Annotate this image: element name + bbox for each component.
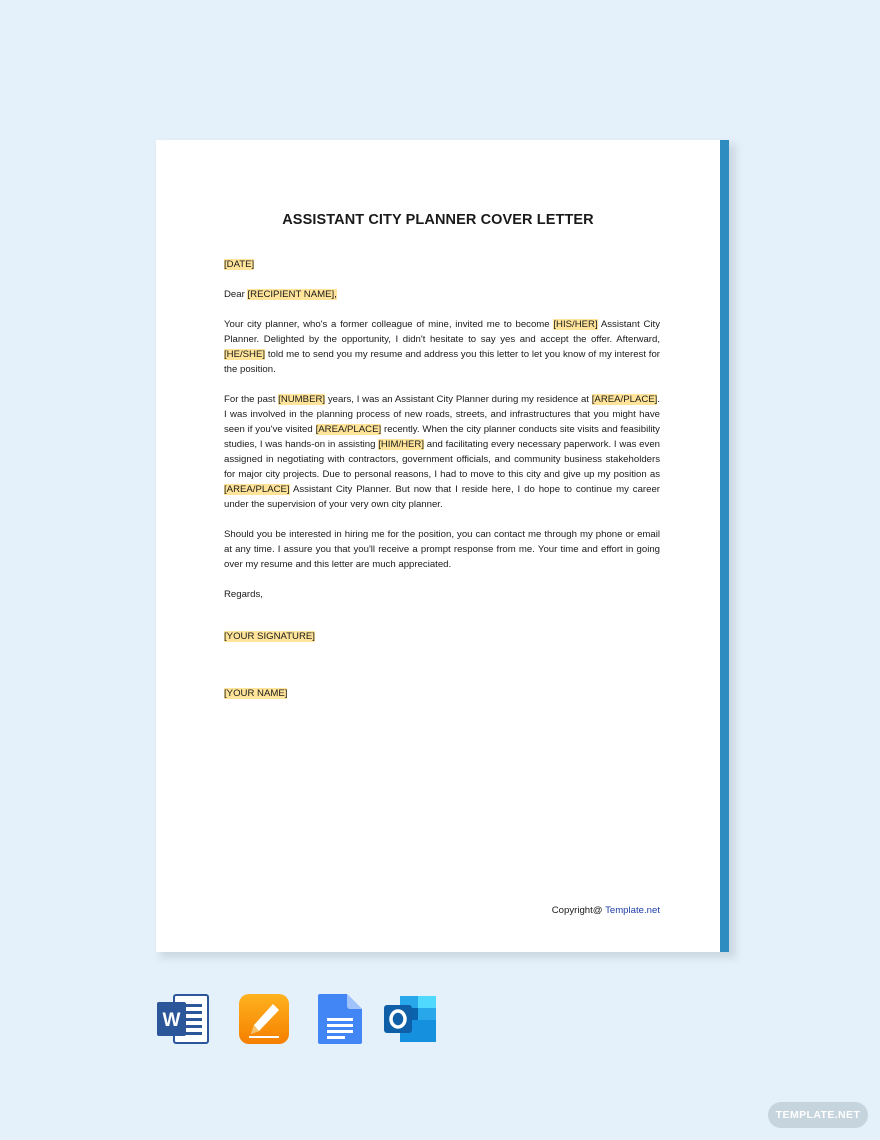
page-accent-bar (720, 140, 729, 952)
salutation-line (224, 287, 660, 302)
copyright-line (552, 905, 660, 916)
p2-text-5: and facilitating every necessary paperwork. I was even assigned in negotiating with contractors, government officials, and community business stakeholders for major city projects. Due to personal reasons, I had to move to this city and give up my position as (224, 439, 660, 480)
he-she-placeholder: [HE/SHE] (224, 349, 266, 360)
letter-body (224, 257, 660, 701)
p2-text-4: recently. When the city planner conducts site visits and feasibility studies, I was hands-on in assisting (224, 424, 660, 450)
date-placeholder: [DATE] (224, 259, 255, 270)
paragraph-1 (224, 317, 660, 377)
recipient-placeholder: [RECIPIENT NAME], (247, 289, 337, 300)
p1-text-1: Your city planner, who's a former colleague of mine, invited me to become (224, 319, 550, 330)
number-placeholder: [NUMBER] (278, 394, 326, 405)
pages-icon[interactable] (237, 992, 291, 1046)
p2-text-2: years, I was an Assistant City Planner during my residence at (327, 394, 589, 405)
copyright-brand-link[interactable]: Template.net (605, 905, 660, 916)
app-icons-row (0, 992, 880, 1046)
document-page (156, 140, 720, 952)
date-line (224, 257, 660, 272)
p2-text-1: For the past (224, 394, 276, 405)
template-net-badge: TEMPLATE.NET (768, 1102, 868, 1128)
signature-placeholder: [YOUR SIGNATURE] (224, 631, 315, 642)
his-her-placeholder: [HIS/HER] (553, 319, 598, 330)
outlook-icon[interactable] (384, 992, 438, 1046)
area-place-placeholder-1: [AREA/PLACE] (591, 394, 658, 405)
him-her-placeholder: [HIM/HER] (378, 439, 425, 450)
name-line (224, 686, 660, 701)
paragraph-3: Should you be interested in hiring me for the position, you can contact me through my phone or email at any time. I assure you that you'll receive a prompt response from me. Your time and effort in going over my resume and this letter are much appreciated. (224, 529, 660, 570)
document-title: ASSISTANT CITY PLANNER COVER LETTER (282, 212, 594, 228)
name-placeholder: [YOUR NAME] (224, 688, 288, 699)
area-place-placeholder-3: [AREA/PLACE] (224, 484, 290, 495)
p1-text-2: Assistant City Planner. Delighted by the opportunity, I didn't hesitate to say yes and accept the offer. Afterward, (224, 319, 660, 345)
p2-text-3: . I was involved in the planning process of new roads, streets, and infrastructures that you might have seen if you've visited (224, 394, 661, 435)
google-docs-icon[interactable] (314, 992, 368, 1046)
paragraph-2 (224, 392, 660, 512)
signature-line (224, 629, 660, 644)
area-place-placeholder-2: [AREA/PLACE] (315, 424, 382, 435)
p1-text-3: told me to send you my resume and address you this letter to let you know of my interest for the position. (224, 349, 660, 375)
copyright-prefix: Copyright@ (551, 905, 603, 916)
word-letter: W (162, 1010, 181, 1031)
closing-line: Regards, (224, 589, 263, 600)
salutation: Dear (224, 289, 245, 300)
word-icon[interactable] (156, 992, 210, 1046)
p2-text-6: Assistant City Planner. But now that I reside here, I do hope to continue my career under the supervision of your very own city planner. (224, 484, 660, 510)
